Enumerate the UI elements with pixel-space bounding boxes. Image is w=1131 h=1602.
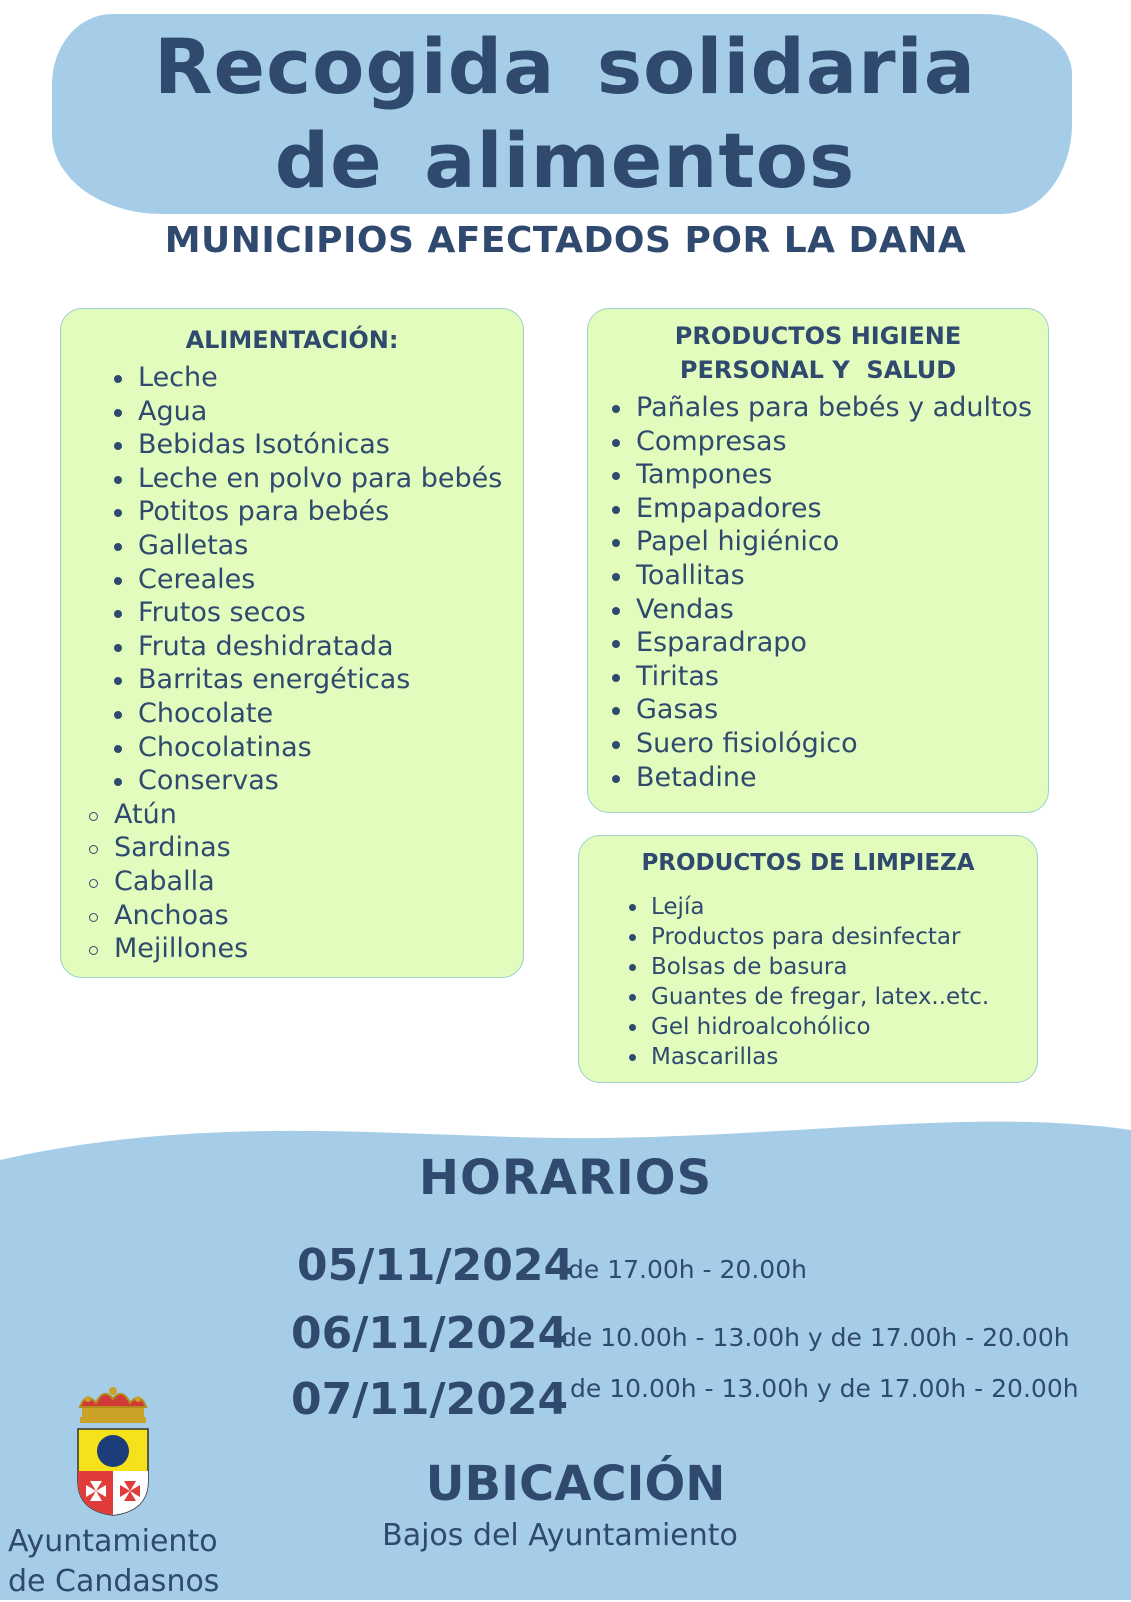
alimentacion-list bbox=[61, 361, 523, 798]
alimentacion-card bbox=[60, 308, 524, 978]
list-item: Empapadores bbox=[636, 492, 1048, 526]
list-item: Toallitas bbox=[636, 559, 1048, 593]
higiene-heading bbox=[588, 309, 1048, 387]
list-item: Bolsas de basura bbox=[651, 952, 1037, 982]
page-subtitle: MUNICIPIOS AFECTADOS POR LA DANA bbox=[164, 220, 967, 261]
sub-list-item: Atún bbox=[114, 798, 523, 832]
title-line-1: Recogida solidaria bbox=[154, 22, 976, 111]
list-item: Fruta deshidratada bbox=[138, 630, 523, 664]
list-item: Tiritas bbox=[636, 660, 1048, 694]
schedule-date: 05/11/2024 bbox=[297, 1240, 575, 1291]
list-item: Barritas energéticas bbox=[138, 663, 523, 697]
schedule-date: 07/11/2024 bbox=[291, 1374, 569, 1425]
list-item: Gasas bbox=[636, 693, 1048, 727]
sub-list-item: Anchoas bbox=[114, 899, 523, 933]
limpieza-list bbox=[579, 892, 1037, 1072]
title-line-2: de alimentos bbox=[274, 116, 856, 205]
list-item: Suero fisiológico bbox=[636, 727, 1048, 761]
ubicacion-place: Bajos del Ayuntamiento bbox=[382, 1518, 738, 1553]
list-item: Betadine bbox=[636, 761, 1048, 795]
list-item: Galletas bbox=[138, 529, 523, 563]
list-item: Potitos para bebés bbox=[138, 495, 523, 529]
page-title bbox=[60, 20, 1070, 208]
list-item: Tampones bbox=[636, 458, 1048, 492]
ubicacion-heading: UBICACIÓN bbox=[425, 1456, 726, 1512]
limpieza-card bbox=[578, 835, 1038, 1083]
list-item: Gel hidroalcohólico bbox=[651, 1012, 1037, 1042]
coat-of-arms-icon bbox=[70, 1385, 156, 1517]
list-item: Vendas bbox=[636, 593, 1048, 627]
alimentacion-heading: ALIMENTACIÓN: bbox=[185, 326, 399, 354]
list-item: Productos para desinfectar bbox=[651, 922, 1037, 952]
higiene-list bbox=[588, 391, 1048, 794]
list-item: Leche en polvo para bebés bbox=[138, 462, 523, 496]
schedule-time: de 10.00h - 13.00h y de 17.00h - 20.00h bbox=[570, 1374, 1079, 1403]
list-item: Frutos secos bbox=[138, 596, 523, 630]
list-item: Guantes de fregar, latex..etc. bbox=[651, 982, 1037, 1012]
organizer-line-2: de Candasnos bbox=[8, 1564, 220, 1599]
sub-list-item: Caballa bbox=[114, 865, 523, 899]
list-item: Bebidas Isotónicas bbox=[138, 428, 523, 462]
list-item: Chocolatinas bbox=[138, 731, 523, 765]
higiene-card bbox=[587, 308, 1049, 813]
conservas-sublist bbox=[61, 798, 523, 966]
list-item: Mascarillas bbox=[651, 1042, 1037, 1072]
organizer-name bbox=[8, 1522, 219, 1602]
schedule-date: 06/11/2024 bbox=[291, 1308, 569, 1359]
list-item: Conservas bbox=[138, 764, 523, 798]
list-item: Lejía bbox=[651, 892, 1037, 922]
list-item: Leche bbox=[138, 361, 523, 395]
list-item: Agua bbox=[138, 395, 523, 429]
organizer-line-1: Ayuntamiento bbox=[8, 1524, 218, 1559]
list-item: Esparadrapo bbox=[636, 626, 1048, 660]
list-item: Pañales para bebés y adultos bbox=[636, 391, 1048, 425]
list-item: Cereales bbox=[138, 563, 523, 597]
schedule-time: de 10.00h - 13.00h y de 17.00h - 20.00h bbox=[561, 1323, 1070, 1352]
horarios-heading: HORARIOS bbox=[418, 1150, 713, 1206]
list-item: Chocolate bbox=[138, 697, 523, 731]
list-item: Compresas bbox=[636, 425, 1048, 459]
schedule-time: de 17.00h - 20.00h bbox=[568, 1255, 807, 1284]
higiene-heading-line-1: PRODUCTOS HIGIENE bbox=[674, 322, 962, 350]
list-item: Papel higiénico bbox=[636, 525, 1048, 559]
higiene-heading-line-2: PERSONAL Y SALUD bbox=[679, 356, 957, 384]
sub-list-item: Sardinas bbox=[114, 831, 523, 865]
limpieza-heading: PRODUCTOS DE LIMPIEZA bbox=[641, 850, 975, 876]
sub-list-item: Mejillones bbox=[114, 932, 523, 966]
